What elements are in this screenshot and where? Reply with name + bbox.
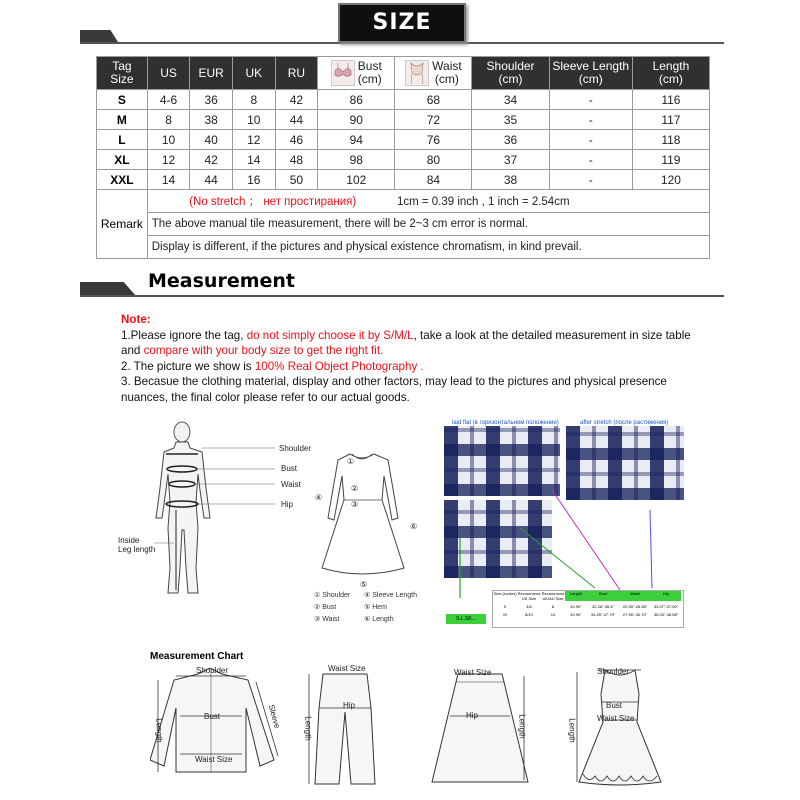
body-label-bust: Bust: [281, 464, 298, 473]
cell-tag: L: [97, 130, 148, 150]
cell-eur: 38: [190, 110, 233, 130]
cell-bust: 98: [318, 150, 395, 170]
dress-marker-5: ⑤: [360, 580, 368, 589]
cell-waist: 76: [395, 130, 472, 150]
dress-legend-2: ② Bust: [314, 604, 337, 611]
cell-eur: 44: [190, 170, 233, 190]
dress-figure: [312, 448, 422, 588]
body-label-hip: Hip: [281, 500, 294, 509]
cell-uk: 12: [232, 130, 275, 150]
waist-body-icon: [405, 60, 429, 86]
cell-sleeve: -: [549, 150, 632, 170]
skirt-drawing: [430, 668, 530, 788]
dress-chart-label-shoulder: Shoulder: [597, 667, 630, 676]
cell-length: 119: [632, 150, 709, 170]
skirt-label-length: Length: [517, 714, 527, 739]
col-us: US: [147, 57, 190, 90]
cell-bust: 86: [318, 90, 395, 110]
shirt-drawing: [150, 664, 285, 784]
measurement-chart-title: Measurement Chart: [150, 651, 244, 662]
cell-us: 10: [147, 130, 190, 150]
col-uk: UK: [232, 57, 275, 90]
cell-us: 12: [147, 150, 190, 170]
dress-chart-label-bust: Bust: [606, 701, 623, 710]
cell-tag: XXL: [97, 170, 148, 190]
cell-sleeve: -: [549, 170, 632, 190]
cell-us: 14: [147, 170, 190, 190]
cell-uk: 16: [232, 170, 275, 190]
laid-flat-caption: laid flat (в горизонтальном положении): [452, 420, 559, 426]
pants-label-waist: Waist Size: [328, 664, 366, 673]
cell-sleeve: -: [549, 90, 632, 110]
table-header-row: [97, 57, 710, 90]
cell-eur: 42: [190, 150, 233, 170]
table-row: [97, 130, 710, 150]
table-row: [97, 110, 710, 130]
cell-uk: 10: [232, 110, 275, 130]
note-1: 1.Please ignore the tag, do not simply choose it by S/M/L, take a look at the detailed measurement in size table and compare with your body size to get the right fit.: [121, 328, 691, 357]
measurement-rule: [80, 295, 724, 297]
dress-marker-3: ③: [351, 500, 359, 509]
cell-length: 120: [632, 170, 709, 190]
cell-ru: 48: [275, 150, 318, 170]
conversion-text: 1cm = 0.39 inch , 1 inch = 2.54cm: [396, 196, 570, 208]
cell-length: 118: [632, 130, 709, 150]
cell-sleeve: -: [549, 130, 632, 150]
remark-line-2: The above manual tile measurement, there will be 2~3 cm error is normal.: [147, 213, 709, 236]
cell-length: 117: [632, 110, 709, 130]
cell-tag: XL: [97, 150, 148, 170]
col-length: Length (cm): [632, 57, 709, 90]
cell-shoulder: 36: [472, 130, 549, 150]
cell-tag: M: [97, 110, 148, 130]
cell-tag: S: [97, 90, 148, 110]
col-ru: RU: [275, 57, 318, 90]
bra-icon: [331, 60, 355, 86]
pants-label-length: Length: [303, 716, 313, 741]
cell-bust: 102: [318, 170, 395, 190]
note-3: 3. Becasue the clothing material, display and other factors, may lead to the pictures and physical presence nuances, the final color please refer to our actual goods.: [121, 375, 667, 404]
cell-ru: 50: [275, 170, 318, 190]
cell-uk: 14: [232, 150, 275, 170]
cell-eur: 40: [190, 130, 233, 150]
no-stretch-text: (No stretch ； нет простирания): [189, 196, 357, 208]
size-table: [96, 56, 710, 259]
remark-line-3: Display is different, if the pictures and physical existence chromatism, in kind prevail.: [147, 236, 709, 259]
pants-label-hip: Hip: [343, 701, 356, 710]
shirt-label-shoulder: Shoulder: [196, 666, 229, 675]
dress-marker-1: ①: [347, 457, 355, 466]
cell-waist: 80: [395, 150, 472, 170]
shirt-label-sleeve: Sleeve: [266, 703, 282, 730]
cell-ru: 42: [275, 90, 318, 110]
size-banner: SIZE: [338, 3, 466, 43]
cell-shoulder: 37: [472, 150, 549, 170]
body-label-leg-length: Leg length: [118, 545, 156, 554]
dress-legend-1: ① Shoulder: [314, 592, 351, 599]
header-left-tab: [80, 30, 118, 42]
after-stretch-caption: after stretch (после растяжения): [580, 420, 669, 426]
shirt-label-bust: Bust: [204, 712, 221, 721]
body-label-shoulder: Shoulder: [279, 444, 312, 453]
col-tag-size: Tag Size: [97, 57, 148, 90]
table-row: [97, 90, 710, 110]
pants-drawing: [305, 668, 385, 788]
remark-label: Remark: [97, 190, 148, 259]
measurement-left-tab: [80, 282, 136, 296]
cell-bust: 90: [318, 110, 395, 130]
dress-marker-4: ④: [315, 493, 323, 502]
dress-marker-2: ②: [351, 484, 359, 493]
cell-sleeve: -: [549, 110, 632, 130]
dress-legend-4: ④ Sleeve Length: [364, 592, 417, 599]
body-label-waist: Waist: [281, 480, 301, 489]
col-eur: EUR: [190, 57, 233, 90]
note-heading: Note:: [121, 313, 151, 326]
dress-chart-label-waist: Waist Size: [597, 714, 635, 723]
remark-line-1: [147, 190, 709, 213]
cell-shoulder: 38: [472, 170, 549, 190]
cell-eur: 36: [190, 90, 233, 110]
cell-waist: 68: [395, 90, 472, 110]
cell-waist: 72: [395, 110, 472, 130]
notes-block: [121, 312, 691, 405]
col-sleeve: Sleeve Length (cm): [549, 57, 632, 90]
col-shoulder: Shoulder (cm): [472, 57, 549, 90]
green-tag: S.L.SK...: [446, 614, 486, 624]
remark-row-1: [97, 190, 710, 213]
cell-us: 4-6: [147, 90, 190, 110]
shirt-label-length: Length: [154, 718, 164, 743]
table-row: [97, 150, 710, 170]
dress-chart-label-length: Length: [567, 718, 577, 743]
cell-ru: 44: [275, 110, 318, 130]
cell-shoulder: 35: [472, 110, 549, 130]
remark-row-3: [97, 236, 710, 259]
dress-legend-5: ⑤ Hem: [364, 604, 387, 611]
col-waist: Waist (cm): [395, 57, 472, 90]
note-2: 2. The picture we show is 100% Real Object Photography .: [121, 359, 424, 373]
cell-us: 8: [147, 110, 190, 130]
dress-legend-6: ⑥ Length: [364, 616, 394, 623]
dress-legend-3: ③ Waist: [314, 616, 340, 623]
cell-shoulder: 34: [472, 90, 549, 110]
dress-chart-drawing: [575, 664, 665, 789]
cell-bust: 94: [318, 130, 395, 150]
body-label-inside: Inside: [118, 536, 140, 545]
mini-size-table: Size (inches) Recommend US Size Recommend UK/AU Size Length Bust Waist Hip S 4/6 8 40.90" 32.28"-36.6" 22.05"-26.38" 33.07"-37.00" M 8/10 10 40.90" 34.25"-37.79" 27.95"-30.70" 35.03"-38.58": [492, 590, 684, 628]
remark-row-2: [97, 213, 710, 236]
skirt-label-waist: Waist Size: [454, 668, 492, 677]
cell-length: 116: [632, 90, 709, 110]
cell-waist: 84: [395, 170, 472, 190]
cell-uk: 8: [232, 90, 275, 110]
measurement-title: Measurement: [148, 270, 295, 292]
skirt-label-hip: Hip: [466, 711, 479, 720]
cell-ru: 46: [275, 130, 318, 150]
table-row: [97, 170, 710, 190]
shirt-label-waist: Waist Size: [195, 755, 233, 764]
col-bust: Bust (cm): [318, 57, 395, 90]
dress-marker-6: ⑥: [410, 522, 418, 531]
photo-pointer-lines: [440, 480, 690, 600]
